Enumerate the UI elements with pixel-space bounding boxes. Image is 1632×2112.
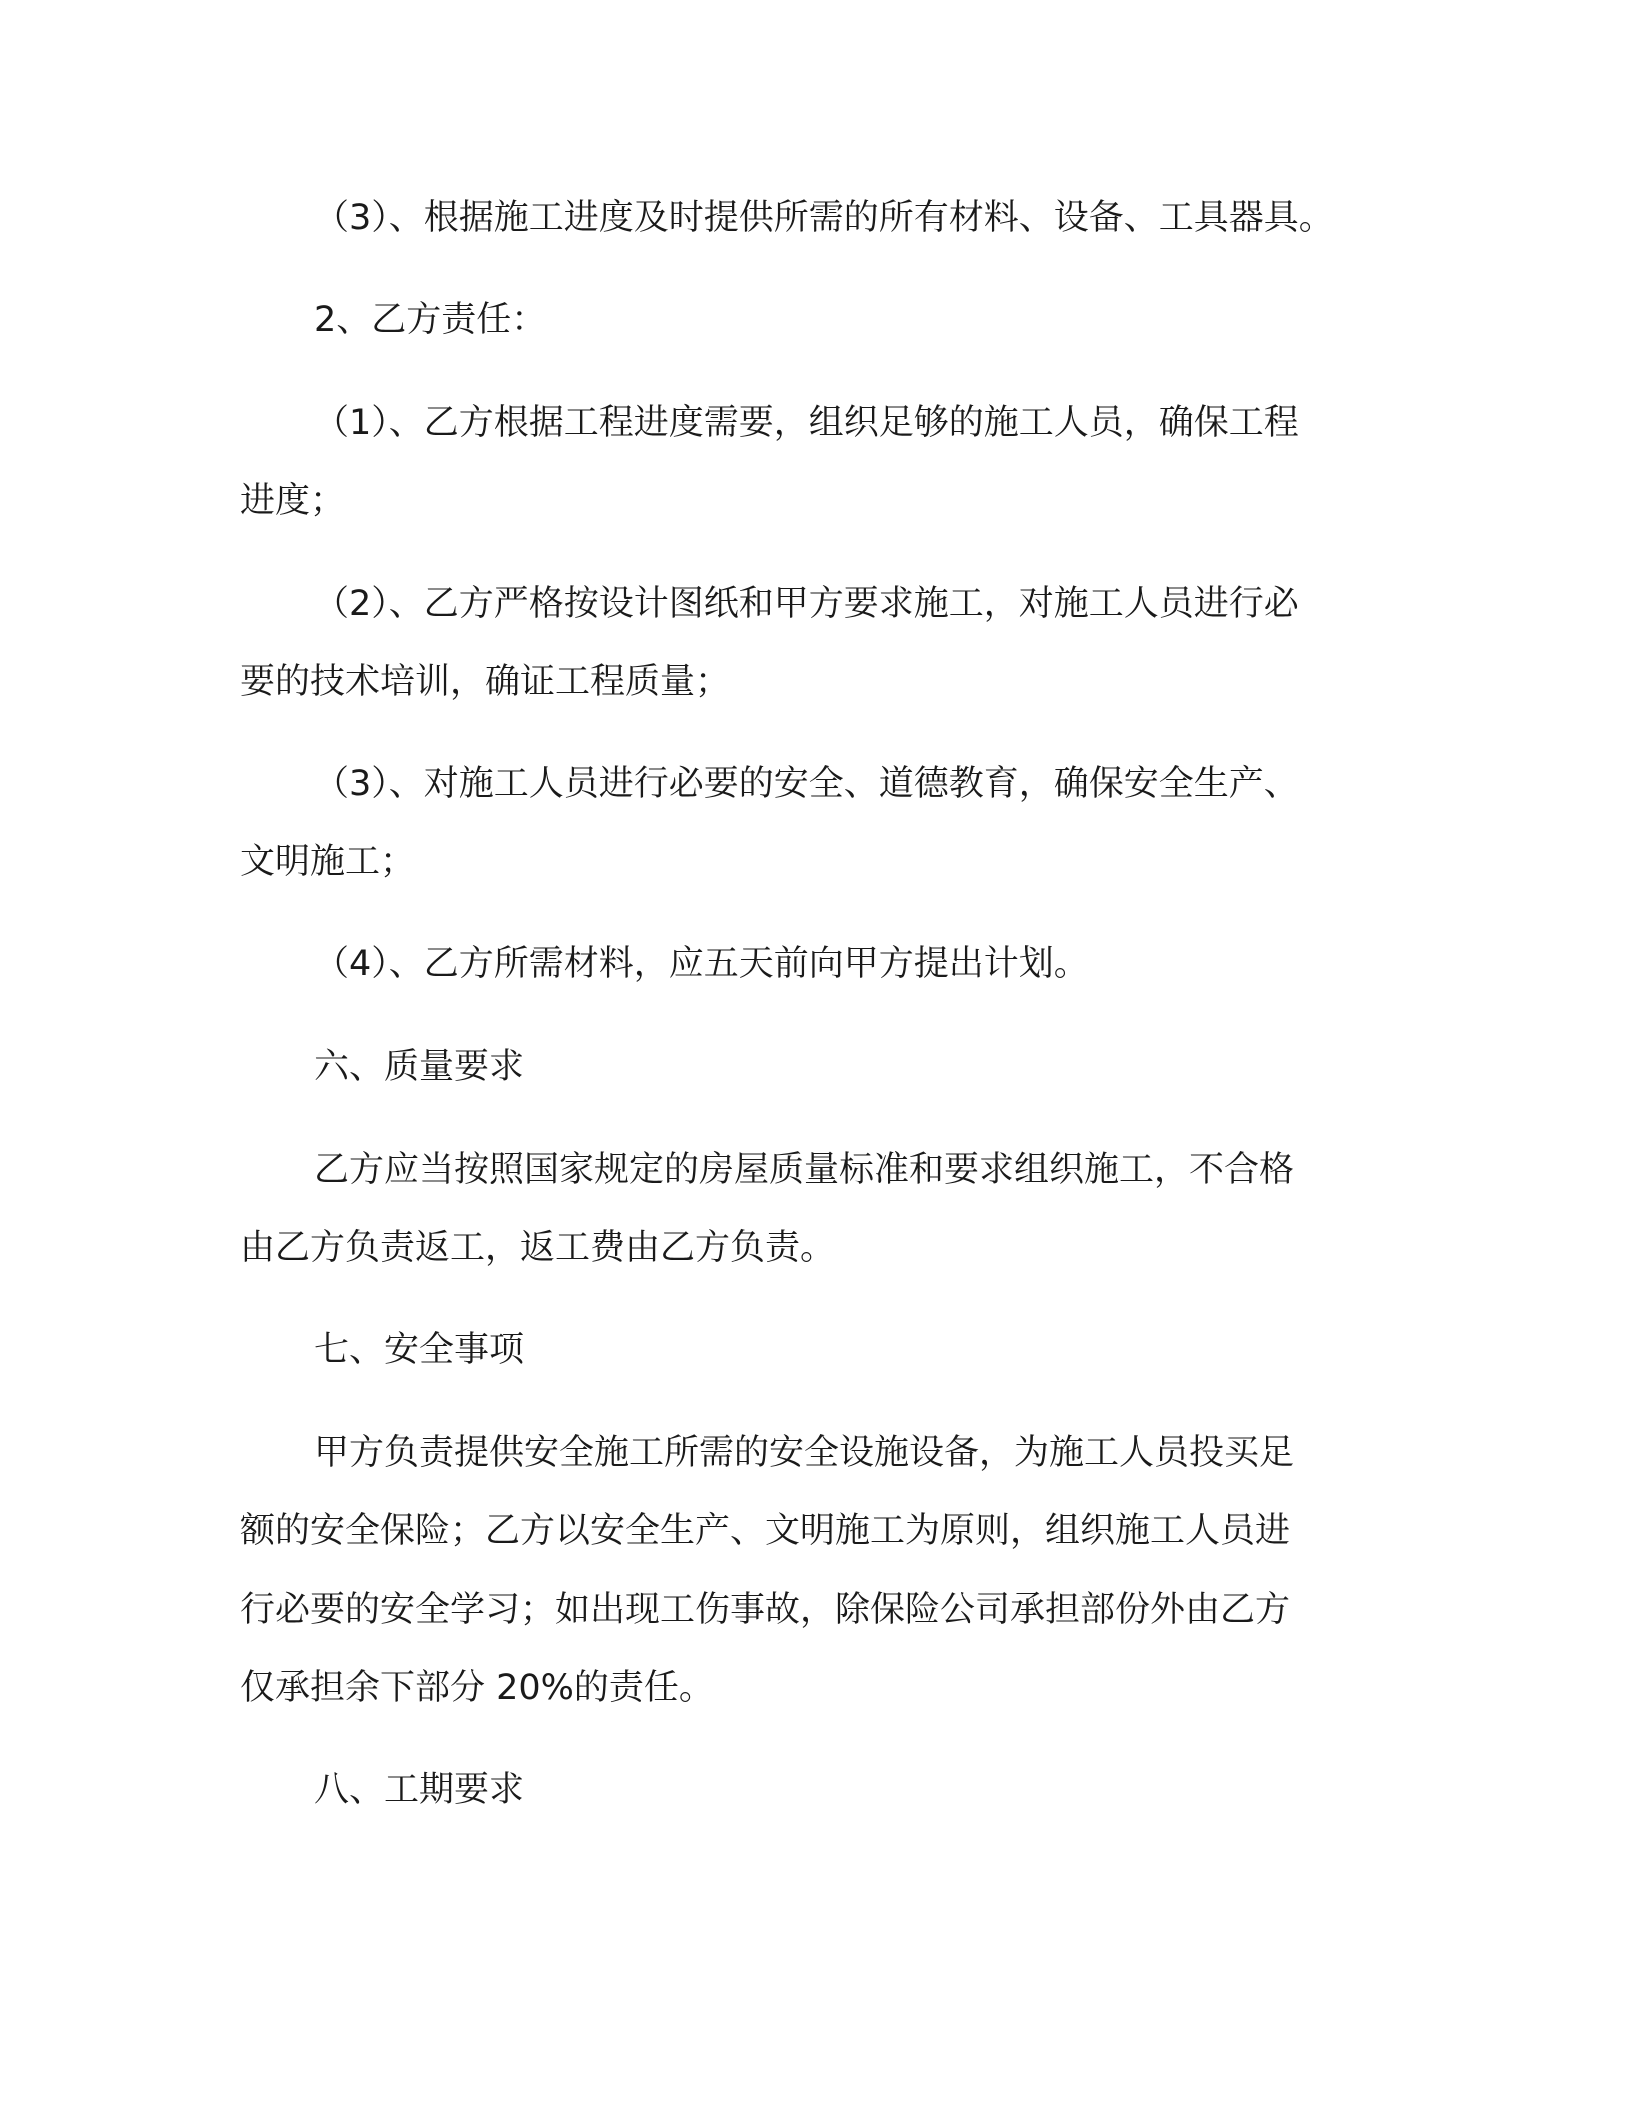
text-line: 仅承担余下部分 20%的责任。	[240, 1668, 714, 1708]
text-line: （1）、乙方根据工程进度需要，组织足够的施工人员，确保工程	[314, 403, 1299, 443]
text-line: 甲方负责提供安全施工所需的安全设施设备，为施工人员投买足	[314, 1433, 1295, 1473]
text-line: （2）、乙方严格按设计图纸和甲方要求施工，对施工人员进行必	[314, 584, 1299, 624]
section-heading: 2、乙方责任：	[314, 300, 547, 340]
text-line: 要的技术培训，确证工程质量；	[240, 662, 731, 702]
text-line: 乙方应当按照国家规定的房屋质量标准和要求组织施工，不合格	[314, 1150, 1295, 1190]
text-line: 进度；	[240, 481, 346, 521]
text-line: 行必要的安全学习；如出现工伤事故，除保险公司承担部份外由乙方	[240, 1590, 1291, 1630]
text-line: （3）、根据施工进度及时提供所需的所有材料、设备、工具器具。	[314, 198, 1334, 238]
text-line: （3）、对施工人员进行必要的安全、道德教育，确保安全生产、	[314, 764, 1299, 804]
text-line: 由乙方负责返工，返工费由乙方负责。	[240, 1228, 836, 1268]
section-heading: 六、质量要求	[314, 1047, 525, 1087]
section-heading: 七、安全事项	[314, 1330, 525, 1370]
text-line: （4）、乙方所需材料，应五天前向甲方提出计划。	[314, 944, 1089, 984]
text-line: 额的安全保险；乙方以安全生产、文明施工为原则，组织施工人员进	[240, 1511, 1291, 1551]
section-heading: 八、工期要求	[314, 1770, 525, 1810]
text-line: 文明施工；	[240, 842, 416, 882]
